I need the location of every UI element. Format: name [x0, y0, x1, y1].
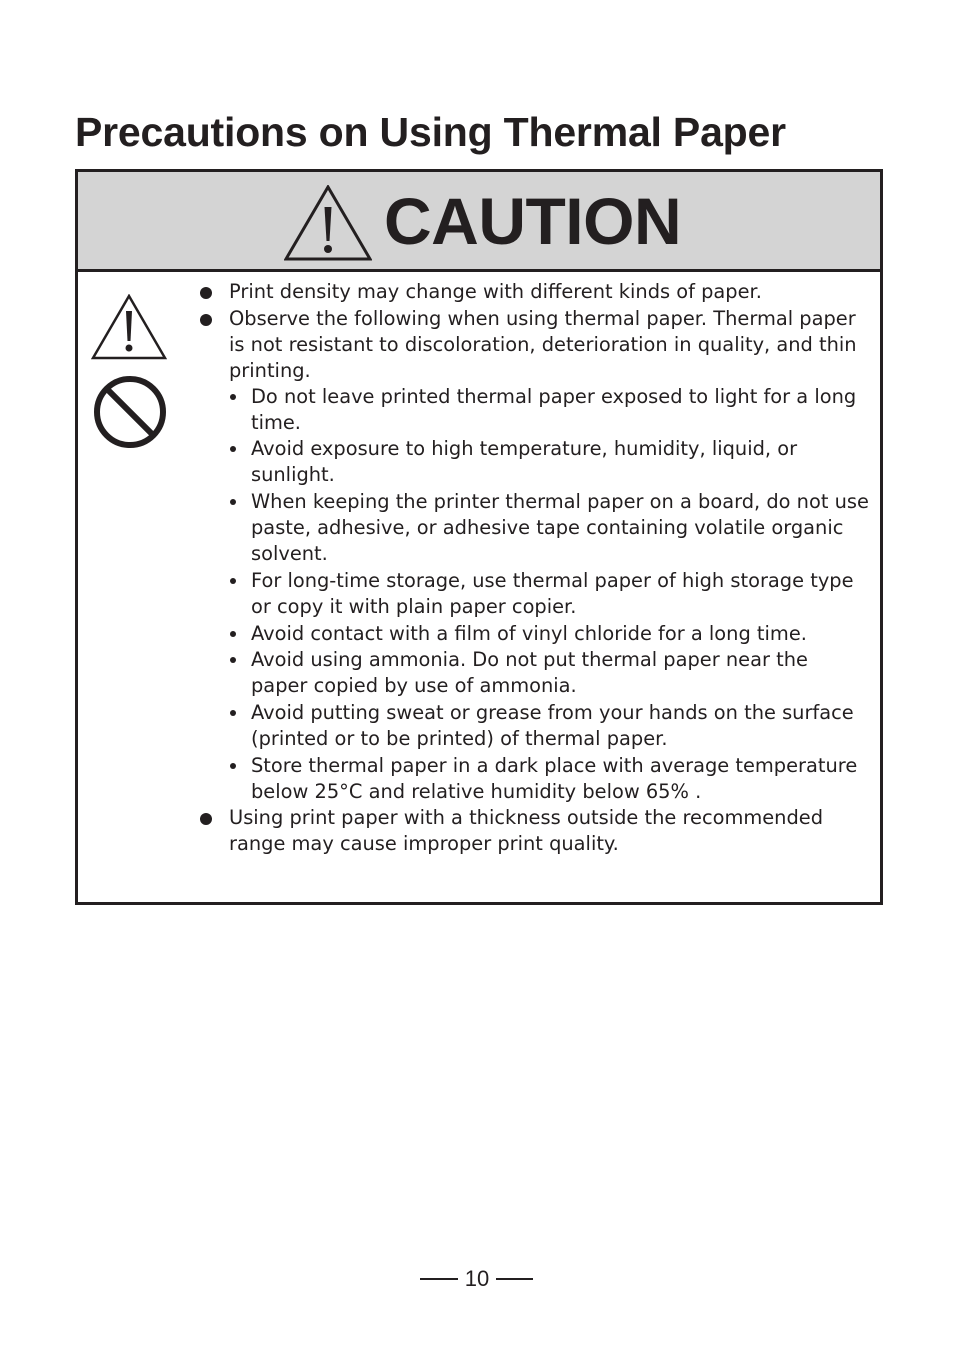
page-number-rule-right	[496, 1278, 533, 1280]
sub-list-item-text: Do not leave printed thermal paper exposed to light for a long time.	[251, 385, 857, 435]
sub-list-item-text: Avoid using ammonia. Do not put thermal paper near the paper copied by use of ammonia.	[251, 648, 808, 698]
list-item	[229, 279, 869, 305]
sub-list-item	[251, 647, 869, 699]
list-item	[229, 306, 869, 385]
sub-list-item	[251, 384, 869, 436]
bullet-icon	[200, 314, 212, 326]
page-title: Precautions on Using Thermal Paper	[75, 109, 786, 155]
bullet-icon	[200, 287, 212, 299]
sub-list-item	[251, 753, 869, 805]
sub-list-item-text: Avoid exposure to high temperature, humidity, liquid, or sunlight.	[251, 437, 798, 487]
sub-bullet-icon	[230, 710, 236, 716]
sub-list-item	[251, 489, 869, 568]
sub-bullet-icon	[230, 499, 236, 505]
list-item-text: Observe the following when using thermal paper. Thermal paper is not resistant to discoloration, deterioration in quality, and thin printing.	[229, 307, 857, 383]
warning-triangle-icon	[91, 294, 167, 360]
sub-list-item	[251, 568, 869, 620]
sub-bullet-icon	[230, 578, 236, 584]
sub-bullet-icon	[230, 631, 236, 637]
sub-list-item-text: When keeping the printer thermal paper on a board, do not use paste, adhesive, or adhesive tape containing volatile organic solvent.	[251, 490, 869, 566]
sub-bullet-icon	[230, 394, 236, 400]
caution-header	[78, 172, 880, 272]
caution-label: CAUTION	[384, 184, 682, 258]
sub-bullet-icon	[230, 657, 236, 663]
sub-list-item-text: Avoid putting sweat or grease from your hands on the surface (printed or to be printed) of thermal paper.	[251, 701, 854, 751]
page-number-rule-left	[420, 1278, 458, 1280]
sub-list-item-text: Store thermal paper in a dark place with average temperature below 25°C and relative humidity below 65% .	[251, 754, 858, 804]
sub-list-item-text: For long-time storage, use thermal paper of high storage type or copy it with plain paper copier.	[251, 569, 854, 619]
bullet-icon	[200, 813, 212, 825]
page-number-text: 10	[464, 1266, 490, 1291]
sub-bullet-icon	[230, 446, 236, 452]
list-item	[229, 805, 869, 857]
sub-list-item	[251, 436, 869, 488]
sub-list-item	[251, 700, 869, 752]
page-number	[0, 1265, 954, 1293]
sub-list-item	[251, 621, 869, 647]
warning-triangle-icon	[284, 185, 372, 261]
list-item-text: Using print paper with a thickness outside the recommended range may cause improper print quality.	[229, 806, 824, 856]
sub-bullet-icon	[230, 763, 236, 769]
prohibition-icon	[92, 374, 168, 450]
list-item-text: Print density may change with different kinds of paper.	[229, 280, 762, 303]
sub-list-item-text: Avoid contact with a film of vinyl chloride for a long time.	[251, 622, 807, 645]
caution-box	[75, 169, 883, 905]
